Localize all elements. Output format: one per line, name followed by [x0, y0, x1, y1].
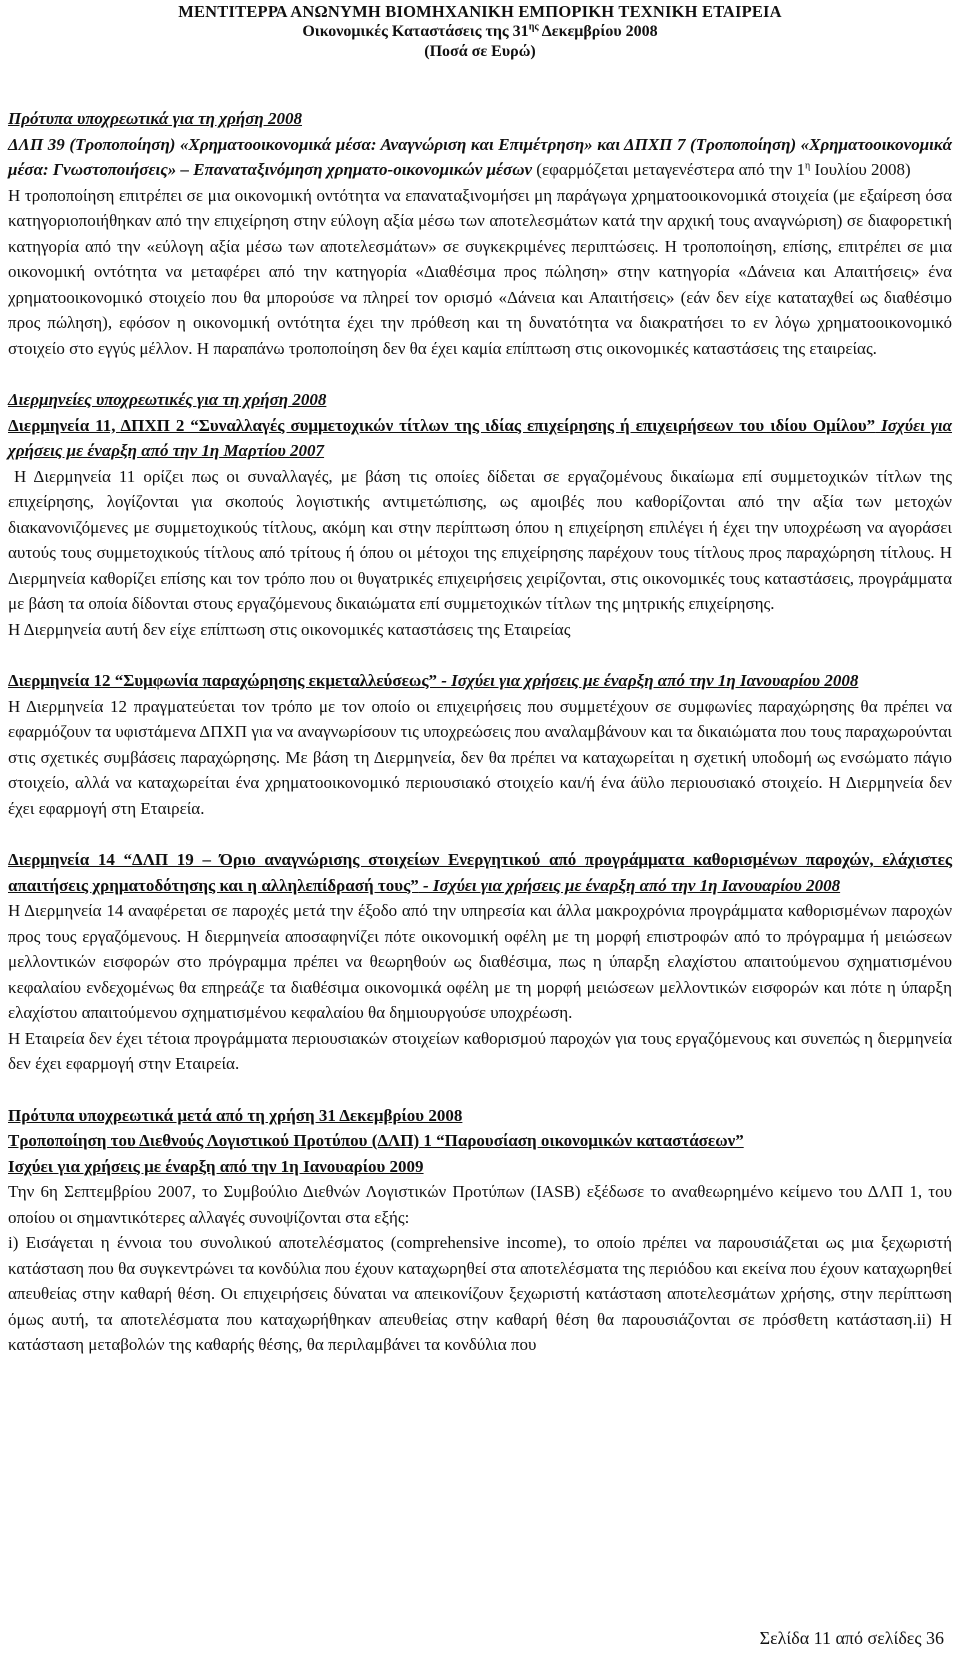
ifric11-note: Η Διερμηνεία αυτή δεν είχε επίπτωση στις οικονομικές καταστάσεις της Εταιρείας [8, 619, 571, 639]
ias1-heading-text: Τροποποίηση του Διεθνούς Λογιστικού Προτύπου (ΔΛΠ) 1 “Παρουσίαση οικονομικών καταστάσεων” [8, 1131, 744, 1150]
document-page [8, 0, 952, 1661]
statements-date [8, 22, 952, 42]
ias1-valid-date: Ισχύει για χρήσεις με έναρξη από την 1η Ιανουαρίου 2009 [8, 1156, 424, 1176]
statements-date-pre: Οικονομικές Καταστάσεις της 31 [302, 23, 529, 40]
section-gap [8, 1077, 952, 1103]
ifric14-heading [8, 847, 952, 898]
ifric14-note: Η Εταιρεία δεν έχει τέτοια προγράμματα περιουσιακών στοιχείων καθορισμού παροχών για τους εργαζόμενους και συνεπώς η διερμηνεία δεν έχει εφαρμογή στην Εταιρεία. [8, 1028, 952, 1073]
ifric14-heading-main: Διερμηνεία 14 “ΔΛΠ 19 – Όριο αναγνώρισης στοιχείων Ενεργητικού από προγράμματα καθορισμένων παροχών, ελάχιστες απαιτήσεις χρηματοδότησης και η αλληλεπίδρασή τους” [8, 850, 952, 895]
ifric12-heading-valid: - Ισχύει για χρήσεις με έναρξη από την 1η Ιανουαρίου 2008 [436, 671, 859, 690]
ias39-applies-pre: (εφαρμόζεται μεταγενέστερα από την 1 [532, 160, 806, 179]
ifric12-heading [8, 668, 952, 694]
company-name: ΜΕΝΤΙΤΕΡΡΑ ΑΝΩΝΥΜΗ ΒΙΟΜΗΧΑΝΙΚΗ ΕΜΠΟΡΙΚΗ ΤΕΧΝΙΚΗ ΕΤΑΙΡΕΙΑ [178, 2, 782, 21]
ifric12-body: Η Διερμηνεία 12 πραγματεύεται τον τρόπο με τον οποίο οι επιχειρήσεις που συμμετέχουν σε συμφωνίες παραχώρησης θα πρέπει να εφαρμόζουν τα υφιστάμενα ΔΠΧΠ για να αναγνωρίσουν τις υποχρεώσεις που αναλαμβάνουν και τα δικαιώματα που τους παραχωρούνται στις σχετικές συμβάσεις παραχώρησης. Με βάση τη Διερμηνεία, δεν θα πρέπει να καταχωρείται η σχετική υποδομή ως ενσώματο πάγιο στοιχείο, αλλά να καταχωρείται ένα χρηματοοικονομικό περιουσιακό στοιχείο και/ή ένα άϋλο περιουσιακό στοιχείο. Η Διερμηνεία δεν έχει εφαρμογή στη Εταιρεία. [8, 696, 952, 818]
ias39-amendment-heading [8, 132, 952, 183]
statements-date-sup: ης [528, 21, 539, 33]
ifric14-body: Η Διερμηνεία 14 αναφέρεται σε παροχές μετά την έξοδο από την υπηρεσία και άλλα μακροχρόνια προγράμματα καθορισμένων παροχών προς τους εργαζόμενους. Η διερμηνεία αποσαφηνίζει πότε οικονομική οφέλη με τη μορφή επιστροφών από το πρόγραμμα ή μειώσεων μελλοντικών εισφορών στο πρόγραμμα πρέπει να θεωρηθούν ως διαθέσιμα, πως η ύπαρξη ελαχίστου απαιτούμενου σχηματισμένου κεφαλαίου ενδεχομένως θα επηρεάζε τα διαθέσιμα οικονομικά οφέλη με τη μορφή μειώσεων μελλοντικών εισφορών και πότε η ύπαρξη ελαχίστου απαιτούμενου σχηματισμένου κεφαλαίου θα δημιουργούσε υποχρέωση. [8, 901, 952, 1022]
ias1-body-changes: i) Εισάγεται η έννοια του συνολικού αποτελέσματος (comprehensive income), το οποίο πρέπει να παρουσιάζεται ως μια ξεχωριστή κατάσταση που θα συγκεντρώνει τα κονδύλια που έχουν καταχωρηθεί στα αποτελέσματα της περιόδου και εκείνα που έχουν καταχωρηθεί απευθείας στην καθαρή θέση. Οι επιχειρήσεις δύναται να απεικονίζουν ξεχωριστή κατάσταση αποτελεσμάτων χρήσης, στην περίπτωση όμως αυτή, τα αποτελέσματα που καταχωρήθηκαν απευθείας στην καθαρή θέση θα παρουσιάζονται σε πρόσθετη κατάσταση.ii) Η κατάσταση μεταβολών της καθαρής θέσης, θα περιλαμβάνει τα κονδύλια που [8, 1233, 952, 1354]
statements-date-post: Δεκεμβρίου 2008 [538, 23, 658, 40]
ias39-heading-text: ΔΛΠ 39 (Τροποποίηση) «Χρηματοοικονομικά μέσα: Αναγνώριση και Επιμέτρηση» και ΔΠΧΠ 7 (Τροποποίηση) «Χρηματοοικονομικά μέσα: Γνωστοποιήσεις» – Επαναταξινόμηση χρηματο-οικονομικών μέσων [8, 134, 952, 179]
page-number: Σελίδα 11 από σελίδες 36 [759, 1628, 944, 1648]
section-title-mandatory-2008: Πρότυπα υποχρεωτικά για τη χρήση 2008 [8, 109, 302, 128]
ias39-applies-post: Ιουλίου 2008) [810, 160, 911, 179]
ias1-amendment-heading [8, 1128, 952, 1154]
page-header [8, 0, 952, 62]
section-gap [8, 361, 952, 387]
ias39-applies-sup: η [805, 160, 811, 172]
ias39-amendment-body: Η τροποποίηση επιτρέπει σε μια οικονομική οντότητα να επαναταξινομήσει μη παράγωγα χρηματοοικονομικά στοιχεία (με εξαίρεση όσα κατηγοριοποιήθηκαν από την επιχείρηση στην εύλογη αξία μέσω των αποτελεσμάτων κατά την αρχική τους αναγνώριση) σε διαφορετική κατηγορία από την «εύλογη αξία μέσω των αποτελεσμάτων» σε συγκεκριμένες περιπτώσεις. Η τροποποίηση, επίσης, επιτρέπει σε μια οικονομική οντότητα να μεταφέρει από την κατηγορία «Διαθέσιμα προς πώληση» στην κατηγορία «Δάνεια και Απαιτήσεις» ένα χρηματοοικονομικό στοιχείο που θα μπορούσε να πληρεί τον ορισμό «Δάνεια και Απαιτήσεις» (εάν δεν είχε καταταχθεί ως διαθέσιμο προς πώληση), εφόσον η οικονομική οντότητα έχει την πρόθεση και τη δυνατότητα να διακρατήσει το εν λόγω χρηματοοικονομικό στοιχείο στο εγγύς μέλλον. Η παραπάνω τροποποίηση δεν θα έχει καμία επίπτωση στις οικονομικές καταστάσεις της εταιρείας. [8, 185, 952, 358]
ifric11-body: Η Διερμηνεία 11 ορίζει πως οι συναλλαγές, με βάση τις οποίες δίδεται σε εργαζομένους δικαίωμα επί συμμετοχικών τίτλων της επιχείρησης, λογίζονται για σκοπούς λογιστικής αντιμετώπισης, ως αμοιβές που καθορίζονται από την αξία των μετοχών διακανονιζόμενες με συμμετοχικούς τίτλους, ακόμη και στην περίπτωση όπου η επιχείρηση επιλέγει ή έχει την υποχρέωση να αγοράσει αυτούς τους συμμετοχικούς τίτλους από τρίτους ή όπου οι μέτοχοι της επιχείρησης παρέχουν τους τίτλους προς παραχώρηση τίτλους. Η Διερμηνεία καθορίζει επίσης και τον τρόπο που οι θυγατρικές επιχειρήσεις χειρίζονται, στις οικονομικές τους καταστάσεις, προγράμματα με βάση τα οποία δίδονται στους εργαζόμενους δικαιώματα επί συμμετοχικών τίτλων της μητρικής επιχείρησης. [8, 466, 952, 613]
currency-note: (Ποσά σε Ευρώ) [424, 43, 536, 60]
section-title-interpretations-2008: Διερμηνείες υποχρεωτικές για τη χρήση 2008 [8, 390, 327, 409]
ifric11-heading-valid: Ισχύει για χρήσεις με έναρξη από την 1η Μαρτίου 2007 [8, 415, 952, 460]
ifric12-heading-main: Διερμηνεία 12 “Συμφωνία παραχώρησης εκμεταλλεύσεως” [8, 671, 437, 690]
section-gap [8, 821, 952, 847]
section-gap [8, 642, 952, 668]
ias1-body-intro: Την 6η Σεπτεμβρίου 2007, το Συμβούλιο Διεθνών Λογιστικών Προτύπων (IASB) εξέδωσε το αναθεωρημένο κείμενο του ΔΛΠ 1, του οποίου οι σημαντικότερες αλλαγές συνοψίζονται στα εξής: [8, 1182, 952, 1227]
section-title-post-2008: Πρότυπα υποχρεωτικά μετά από τη χρήση 31 Δεκεμβρίου 2008 [8, 1105, 463, 1125]
document-body [8, 106, 952, 1358]
ifric14-heading-valid: - Ισχύει για χρήσεις με έναρξη από την 1η Ιανουαρίου 2008 [418, 875, 841, 895]
ifric11-heading [8, 413, 952, 464]
ifric11-heading-main: Διερμηνεία 11, ΔΠΧΠ 2 “Συναλλαγές συμμετοχικών τίτλων της ιδίας επιχείρησης ή επιχειρήσεων του ιδίου Ομίλου” [8, 415, 876, 435]
